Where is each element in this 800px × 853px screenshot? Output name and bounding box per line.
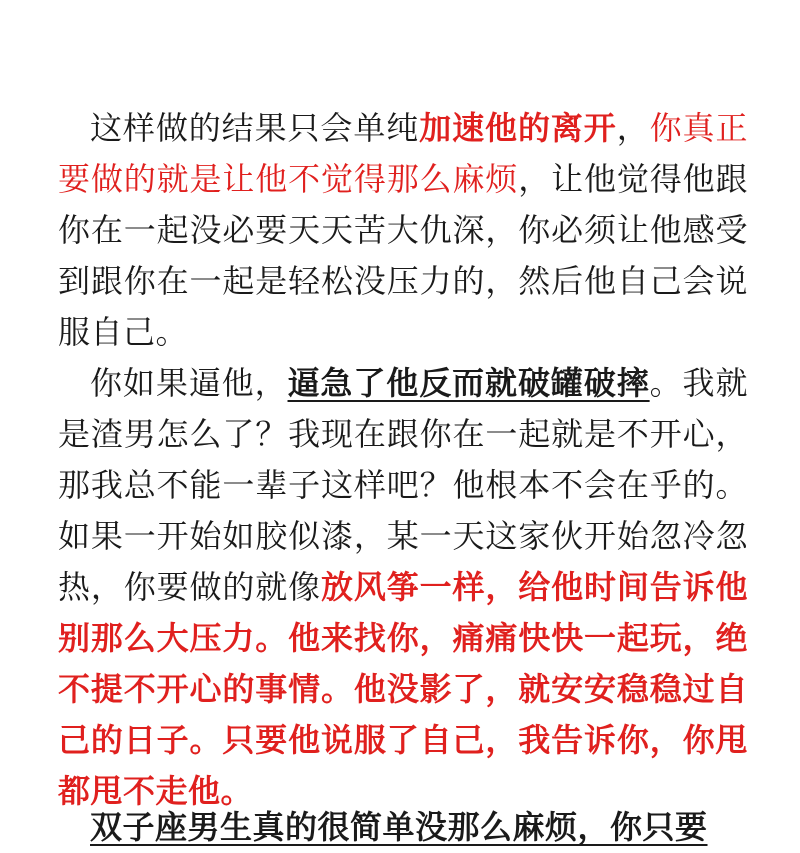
text-segment: 你如果逼他，	[90, 364, 288, 402]
paragraph-3	[58, 802, 748, 853]
highlight-bold-underline: 双子座男生真的很简单没那么麻烦，你只要	[90, 808, 708, 846]
highlight-red: 你真正要做的就是让他不觉得那么麻烦	[58, 109, 748, 198]
highlight-bold-underline: 逼急了他反而就破罐破摔	[287, 364, 650, 402]
text-segment: 这样做的结果只会单纯	[90, 109, 420, 147]
highlight-red-bold: 加速他的离开	[419, 109, 617, 147]
text-segment: ，	[616, 109, 650, 147]
paragraph-2	[58, 358, 748, 817]
paragraph-1	[58, 103, 748, 358]
text-segment: ，让他觉得他跟你在一起没必要天天苦大仇深，你必须让他感受到跟你在一起是轻松没压力的，然后他自己会说服自己。	[58, 160, 748, 351]
highlight-red-bold: 放风筝一样，给他时间告诉他别那么大压力。他来找你，痛痛快快一起玩，绝不提不开心的事情。他没影了，就安安稳稳过自己的日子。只要他说服了自己，我告诉你，你甩都甩不走他。	[58, 568, 748, 810]
text-segment: 。我就是渣男怎么了？我现在跟你在一起就是不开心，那我总不能一辈子这样吧？他根本不会在乎的。如果一开始如胶似漆，某一天这家伙开始忽冷忽热，你要做的就像	[58, 364, 748, 606]
